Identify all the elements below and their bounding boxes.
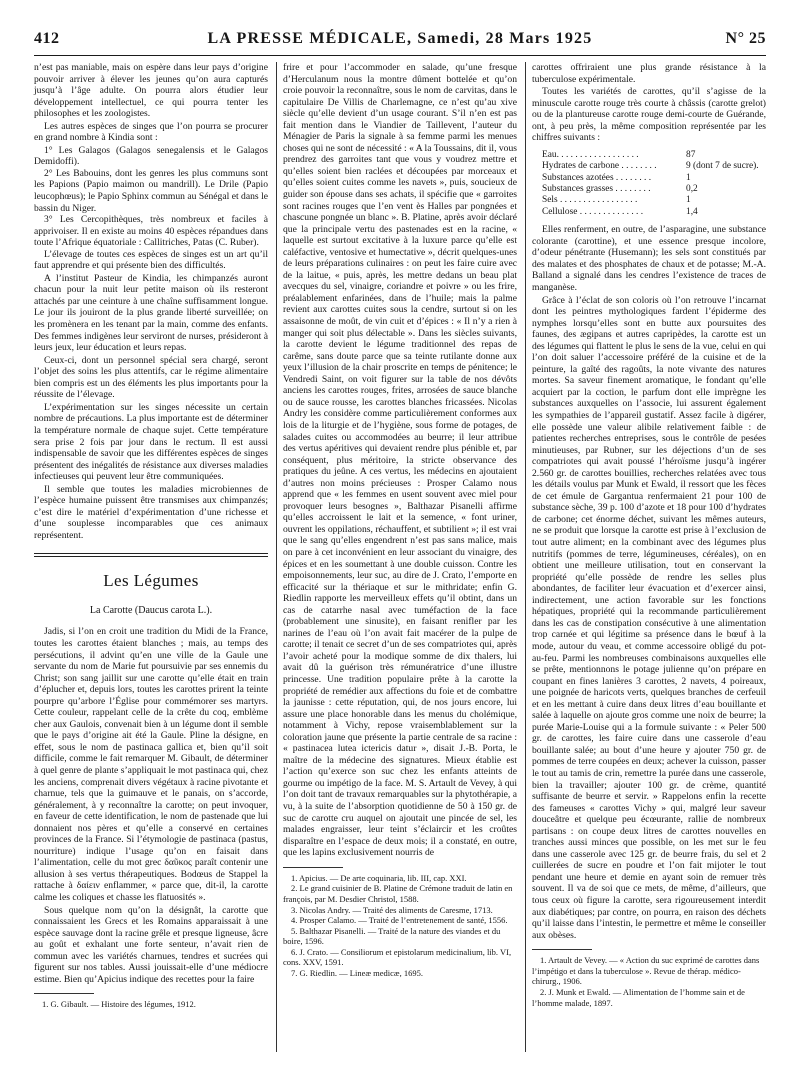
section-title: Les Légumes xyxy=(103,571,199,591)
paragraph: Grâce à l’éclat de son coloris où l’on retrouve l’incarnat dont les peintres mythologiques fardent l’épiderme des nymphes lorsqu’elles sont en butte aux poursuites des faunes, des ægipans et autres capripèdes, la carotte est un des légumes qui flattent le plus le sens de la vue, celui en qui l’on doit saluer l’accessoire préféré de la cuisine et de la peinture, la gaîté des ragoûts, la note vivante des natures mortes. Sa saveur finement aromatique, le fondant qu’elle acquiert par la coction, le parfum dont elle imprègne les substances auxquelles on l’associe, lui assurent également les sympathies de l’appareil gustatif. Assez facile à digérer, elle possède une valeur alibile relativement faible : de patientes recherches entreprises, sous le contrôle de pesées minutieuses, par Rubner, sur les déjections d’un de ses compatriotes qui avait poussé l’héroïsme jusqu’à ingérer 2.560 gr. de carottes bouillies, recherches relatées avec tous les détails voulus par Munk et Ewald, il ressort que les fèces de cet émule de Gargantua renfermaient 21 pour 100 de substance sèche, 39 p. 100 d’azote et 18 pour 100 d’hydrates de carbone; cet énorme déchet, suivant les mêmes auteurs, ne se produit que lorsque la carotte est prise à l’exclusion de tout autre aliment; en la combinant avec des légumes plus nutritifs (pommes de terre, légumineuses, céréales), on en obtient une meilleure utilisation, tout en conservant la propriété qu’elle possède de rendre les selles plus abondantes, de faciliter leur évacuation et d’exercer ainsi, indirectement, une action favorable sur les fonctions hépatiques, propriété qui la recommande particulièrement dans les cas de constipation consécutive à une alimentation trop carnée et qui légitime sa présence dans le bœuf à la mode, autour du veau, et comme accessoire obligé du pot-au-feu. Parmi les nombreuses combinaisons auxquelles elle se prête, mentionnons le potage julienne qu’on prépare en coupant en fines lanières 3 carottes, 2 navets, 4 poireaux, une poignée de haricots verts, quelques branches de cerfeuil et en les mettant à cuire dans deux litres d’eau bouillante et salée à laquelle on ajoute gros comme une noix de beurre; la purée Marie-Louise qui a la formule suivante : « Peler 500 gr. de carottes, les faire cuire dans une casserole d’eau bouillante salée; au bout d’une heure y ajouter 750 gr. de pommes de terre coupées en deux; achever la cuisson, passer le tout au tamis de crin, remettre la purée dans une casserole, bien la travailler; ajouter 100 gr. de crème, quantité suffisante de beurre et servir. » Rappelons enfin la recette des fameuses « carottes Vichy » qui, malgré leur saveur douceâtre et quelque peu écœurante, rallie de nombreux partisans : on coupe deux litres de carottes nouvelles en tranches aussi minces que possible, on les met sur le feu dans une casserole avec 125 gr. de beurre frais, du sel et 2 cuillerées de sucre en poudre et l’on fait mijoter le tout pendant une heure et demie en ayant soin de remuer très souvent. Il va de soi que ce mets, de même, d’ailleurs, que tous ceux où figure la carotte, sera rigoureusement interdit aux diabétiques; par contre, on pourra, en raison des déchets qu’il laisse dans l’intestin, le permettre et même le conseiller aux obèses. xyxy=(532,294,766,941)
column-3 xyxy=(532,62,766,1008)
column-divider xyxy=(525,62,526,1052)
page-header xyxy=(34,30,766,54)
composition-label: Eau. . . . . . . . . . . . . . . . . . xyxy=(542,149,639,160)
composition-label: Substances grasses . . . . . . . . xyxy=(542,184,651,195)
paragraph: Elles renferment, en outre, de l’asparagine, une substance colorante (carottine), et une essence presque incolore, d’odeur pénétrante (Husemann); les sels sont constitués par des malates et des phosphates de chaux et de potasse; M.-A. Balland a signalé dans les cendres l’existence de traces de manganèse. xyxy=(532,224,766,293)
composition-value: 9 (dont 7 de sucre). xyxy=(686,161,759,172)
footnote: 1. G. Gibault. — Histoire des légumes, 1912. xyxy=(42,999,196,1010)
footnote: 4. Prosper Calamo. — Traité de l’entretenement de santé, 1556. xyxy=(291,915,508,926)
section-rule xyxy=(34,556,268,557)
column-1 xyxy=(34,62,268,1010)
composition-label: Sels . . . . . . . . . . . . . . . . . xyxy=(542,195,638,206)
footnote: 2. J. Munk et Ewald. — Alimentation de l’homme sain et de l’homme malade, 1897. xyxy=(532,986,745,1008)
column-divider xyxy=(276,62,277,1052)
journal-title: LA PRESSE MÉDICALE, Samedi, 28 Mars 1925 xyxy=(207,30,593,47)
footnote: 1. Artault de Vevey. — « Action du suc exprimé de carottes dans l’impétigo et dans la tuberculose ». Revue de thérap. médico-chirurg., 1906. xyxy=(532,955,760,987)
article-subheading: La Carotte (Daucus carota L.). xyxy=(89,605,213,617)
species-item: 2° Les Babouins, dont les genres les plus communs sont les Papions (Papio maimon ou mandrill). Le Drile (Papio leucophœus); le Papio Sphinx commun au Sénégal et dans le bassin du Niger. xyxy=(34,167,268,214)
table-row xyxy=(542,173,759,184)
footnote: 5. Balthazar Pisanelli. — Traité de la nature des viandes et du boire, 1596. xyxy=(283,925,501,947)
composition-value: 1 xyxy=(686,172,691,183)
table-row xyxy=(542,150,759,161)
footnote: 1. Apicius. — De arte coquinaria, lib. III, cap. XXI. xyxy=(291,872,467,883)
table-row xyxy=(542,184,759,195)
composition-label: Substances azotées . . . . . . . . xyxy=(542,172,652,183)
paragraph: Les autres espèces de singes que l’on pourra se procurer en grand nombre à Kindia sont : xyxy=(34,120,268,144)
paragraph: L’expérimentation sur les singes nécessite un certain nombre de précautions. La plus importante est de déterminer la température normale de chaque sujet. Cette température sera prise 2 fois par jour dans le rectum. Il est aussi indispensable de savoir que les différentes espèces de singes présentent des inégalités de résistance aux diverses maladies infectieuses qui peuvent leur être communiquées. xyxy=(34,401,268,483)
paragraph: Ceux-ci, dont un personnel spécial sera chargé, seront l’objet des soins les plus attentifs, car le régime alimentaire bien compris est un des éléments les plus importants pour la réussite de l’élevage. xyxy=(34,354,268,401)
paragraph: frire et pour l’accommoder en salade, qu’une fresque d’Herculanum nous la montre dûment bottelée et qu’on croie pouvoir la reconnaître, sous le nom de carvitas, dans le capitulaire De Villis de Charlemagne, ce n’est qu’au xive siècle qu’elle devient d’un usage courant. S’il n’en est pas fait mention dans le Viandier de Taillevent, l’auteur du Ménagier de Paris la signale à sa femme parmi les menues choses qui ne sont de nécessité : « A la Toussains, dit il, vous prendrez des garroites tant que vous y voudrez mettre et qu’elles soient bien raclées et découpées par morceaux et qu’elles soient cuites comme les navets », puis, soucieux de guider son épouse dans ses achats, il spécifie que « garroites sont racines rouges que l’en vent ès Halles par pongnées et chascune pongnée un blanc ». B. Platine, après avoir déclaré que la principale vertu des pastenades est en la racine, « laquelle est surtout excitative à la luxure parce qu’elle est caléfactive, ventosive et humectative », décrit quelques-unes de leurs préparations culinaires : on peut les faire cuire avec de la laitue, « puis, après, les mettre dedans un beau plat avecques du sel, vinaigre, coriandre et poivre » ou les frire, préalablement enfarinées, dans de l’huile; mais la palme revient aux carottes cuites sous la cendre, surtout si on les assaisonne de moût, de vin cuit et d’épices : « Il n’y a rien à manger qui soit plus délectable ». Dans les siècles suivants, la carotte devient le légume traditionnel des repas de carême, sans doute parce que sa teinte rutilante donne aux yeux l’illusion de la chair proscrite en temps de pénitence; le Vendredi Saint, on voit figurer sur la table de nos dévôts anciens les carottes rouges, frites, arrosées de sauce blanche ou de sauce rousse, les carottes blanches fricassées. Nicolas Andry les considère comme particulièrement conformes aux lois de la liturgie et de l’hygiène, sous forme de potages, de salades cuites ou accommodées au beurre; il leur attribue des vertus apéritives qui devaient rendre plus pénible et, par conséquent, plus méritoire, la stricte observance des pratiques du jeûne. A ces vertus, les médecins en ajoutaient d’autres non moins précieuses : Prosper Calamo nous apprend que « les femmes en usent souvent avec miel pour provoquer leurs besognes », Balthazar Pisanelli affirme qu’elles accroissent le lait et la semence, « font uriner, ouvrent les oppilations, réchauffent, et subtilient »; il est vrai que le sang qu’elles engendrent n’est pas sans malice, mais on pare à cet inconvénient en leur associant du vinaigre, des épices et en les soumettant à une double cuisson. Contre les empoisonnements, leur suc, au dire de J. Crato, l’emporte en efficacité sur la thériaque et sur le mithridate; enfin G. Riedlin rapporte les merveilleux effets qu’il obtint, dans un cas de catarrhe nasal avec tuméfaction de la face (probablement une sinusite), en faisant renifler par les narines de l’eau où l’on avait fait macérer de la pulpe de carotte; il tenait ce secret d’un de ses compatriotes qui, après l’avoir acheté pour la modique somme de dix thalers, lui avait dû la guérison très rémunératrice d’une illustre princesse. Une tradition populaire prête à la carotte la propriété de remédier aux affections du foie et de combattre la jaunisse : cette réputation, qui, de nos jours encore, lui assure une place honorable dans les menus du cholémique, notamment à Vichy, repose vraisemblablement sur la coloration jaune que présente la partie centrale de sa racine : « pastinacea lutea ictericis datur », disait J.-B. Porta, le maître de la médecine des signatures. Mieux établie est l’action qu’exerce son suc chez les enfants atteints de gourme ou impétigo de la face. M. S. Artault de Vevey, à qui l’on doit tant de travaux remarquables sur la phytothérapie, a vu, à la suite de l’absorption quotidienne de 50 à 150 gr. de suc de carotte cru auquel on ajoutait une pincée de sel, les malades engraisser, leur teint s’éclaircir et les croûtes disparaître en l’espace de deux mois; il a constaté, en outre, que les lapins exclusivement nourris de xyxy=(283,62,517,859)
footnote: 2. Le grand cuisinier de B. Platine de Crémone traduit de latin en françois, par M. Desdier Christol, 1588. xyxy=(283,883,513,904)
species-item: 1° Les Galagos (Galagos senegalensis et le Galagos Demidoffi). xyxy=(34,144,268,168)
composition-label: Cellulose . . . . . . . . . . . . . . xyxy=(542,206,644,217)
composition-label: Hydrates de carbone . . . . . . . . xyxy=(542,161,657,172)
table-row xyxy=(542,161,759,172)
species-item: 3° Les Cercopithèques, très nombreux et faciles à apprivoiser. Il en existe au moins 40 espèces répandues dans toute l’Afrique équatoriale : Callitriches, Patas (C. Ruber). xyxy=(34,214,268,249)
paragraph: Il semble que toutes les maladies microbiennes de l’espèce humaine puissent être transmises aux chimpanzés; c’est dire le matériel d’expérimentation d’une richesse et d’une souplesse incomparables que ces animaux représentent. xyxy=(34,483,268,541)
table-row xyxy=(542,207,759,218)
paragraph: L’élevage de toutes ces espèces de singes est un art qu’il faut apprendre et qui présente bien des difficultés. xyxy=(34,248,268,272)
paragraph: carottes offriraient une plus grande résistance à la tuberculose expérimentale. xyxy=(532,62,766,85)
footnote-rule xyxy=(532,949,592,950)
issue-number: N° 25 xyxy=(725,30,766,47)
composition-table xyxy=(542,150,759,218)
composition-value: 87 xyxy=(686,149,696,160)
paragraph: n’est pas maniable, mais on espère dans leur pays d’origine pouvoir arriver à élever les jeunes qu’on aura capturés jusqu’à l’âge adulte. On pourra alors étudier leur développement intellectuel, ce qui pourra tenter les philosophes et les zoologistes. xyxy=(34,62,268,120)
column-2 xyxy=(283,62,517,979)
page-number: 412 xyxy=(34,30,60,47)
composition-value: 0,2 xyxy=(686,184,698,195)
composition-value: 1,4 xyxy=(686,206,698,217)
footnote: 6. J. Crato. — Consiliorum et epistolarum medicinalium, lib. VI, cons. XXV, 1591. xyxy=(283,946,512,968)
paragraph: Toutes les variétés de carottes, qu’il s’agisse de la minuscule carotte rouge très courte à châssis (carotte grelot) ou de la plantureuse carotte rouge demi-courte de Guérande, ont, à peu près, la même composition représentée par les chiffres suivants : xyxy=(532,86,766,144)
footnote: 7. G. Riedlin. — Lineæ medicæ, 1695. xyxy=(291,968,423,979)
footnote-rule xyxy=(283,867,343,868)
footnote-rule xyxy=(34,993,94,994)
paragraph: Jadis, si l’on en croit une tradition du Midi de la France, toutes les carottes étaient blanches ; mais, au temps des persécutions, il advint qu’en une ville de la Gaule une servante du nom de Marie fut poursuivie par ses ennemis du Christ; son sang jaillit sur une carotte qu’elle était en train d’éplucher et, depuis lors, toutes les carottes prirent la teinte pourpre qu’arbore l’Église pour commémorer ses martyrs. Cette couleur, rappelant celle de la crête du coq, emblème cher aux Gaulois, convenait bien à un légume dont il semble que le pays d’origine ait été la Gaule. Pline la désigne, en effet, sous le nom de pastinaca gallica et, bien qu’il soit difficile, comme le fait remarquer M. Gibault, de déterminer à quel genre de plante s’appliquait le mot pastinaca qui, chez les anciens, comprenait divers végétaux à racine pivotante et charnue, tels que la guimauve et le panais, on s’accorde, généralement, à y reconnaître la carotte; on peut invoquer, en faveur de cette identification, le nom de pastenade que lui donnaient nos pères et qu’elle a conservé en certaines provinces de la France. Si l’étymologie de pastinaca (pastus, nourriture) indique l’usage qu’on en faisait dans l’alimentation, celle du mot grec δαῦκος paraît contenir une allusion à ses vertus thérapeutiques. Bodœus de Stappel la rattache à δαίειν enflammer, « parce que, dit-il, la carotte calme les coliques et chasse les flatuosités ». xyxy=(34,626,268,903)
composition-value: 1 xyxy=(686,195,691,206)
paragraph: Sous quelque nom qu’on la désignât, la carotte que connaissaient les Grecs et les Romains apparaissait à une espèce sauvage dont la racine grêle et presque ligneuse, âcre au goût et exhalant une forte senteur, n’avait rien de commun avec les variétés charnues, tendres et sucrées qui figurent sur nos tables. Aussi jouissait-elle d’une médiocre estime. Bien qu’Apicius indique des recettes pour la faire xyxy=(34,904,268,985)
table-row xyxy=(542,195,759,206)
section-rule xyxy=(34,553,268,554)
paragraph: A l’institut Pasteur de Kindia, les chimpanzés auront chacun pour la nuit leur petite maison où ils resteront attachés par une ceinture à une chaîne suffisamment longue. Le jour ils jouiront de la plus grande liberté surveillée; on les promènera en les tenant par la main, comme des enfants. Des femmes indigènes leur serviront de nurses, présideront à leurs jeux, leur éducation et leurs repas. xyxy=(34,272,268,354)
footnote: 3. Nicolas Andry. — Traité des aliments de Caresme, 1713. xyxy=(291,904,493,915)
header-rule xyxy=(34,55,766,56)
